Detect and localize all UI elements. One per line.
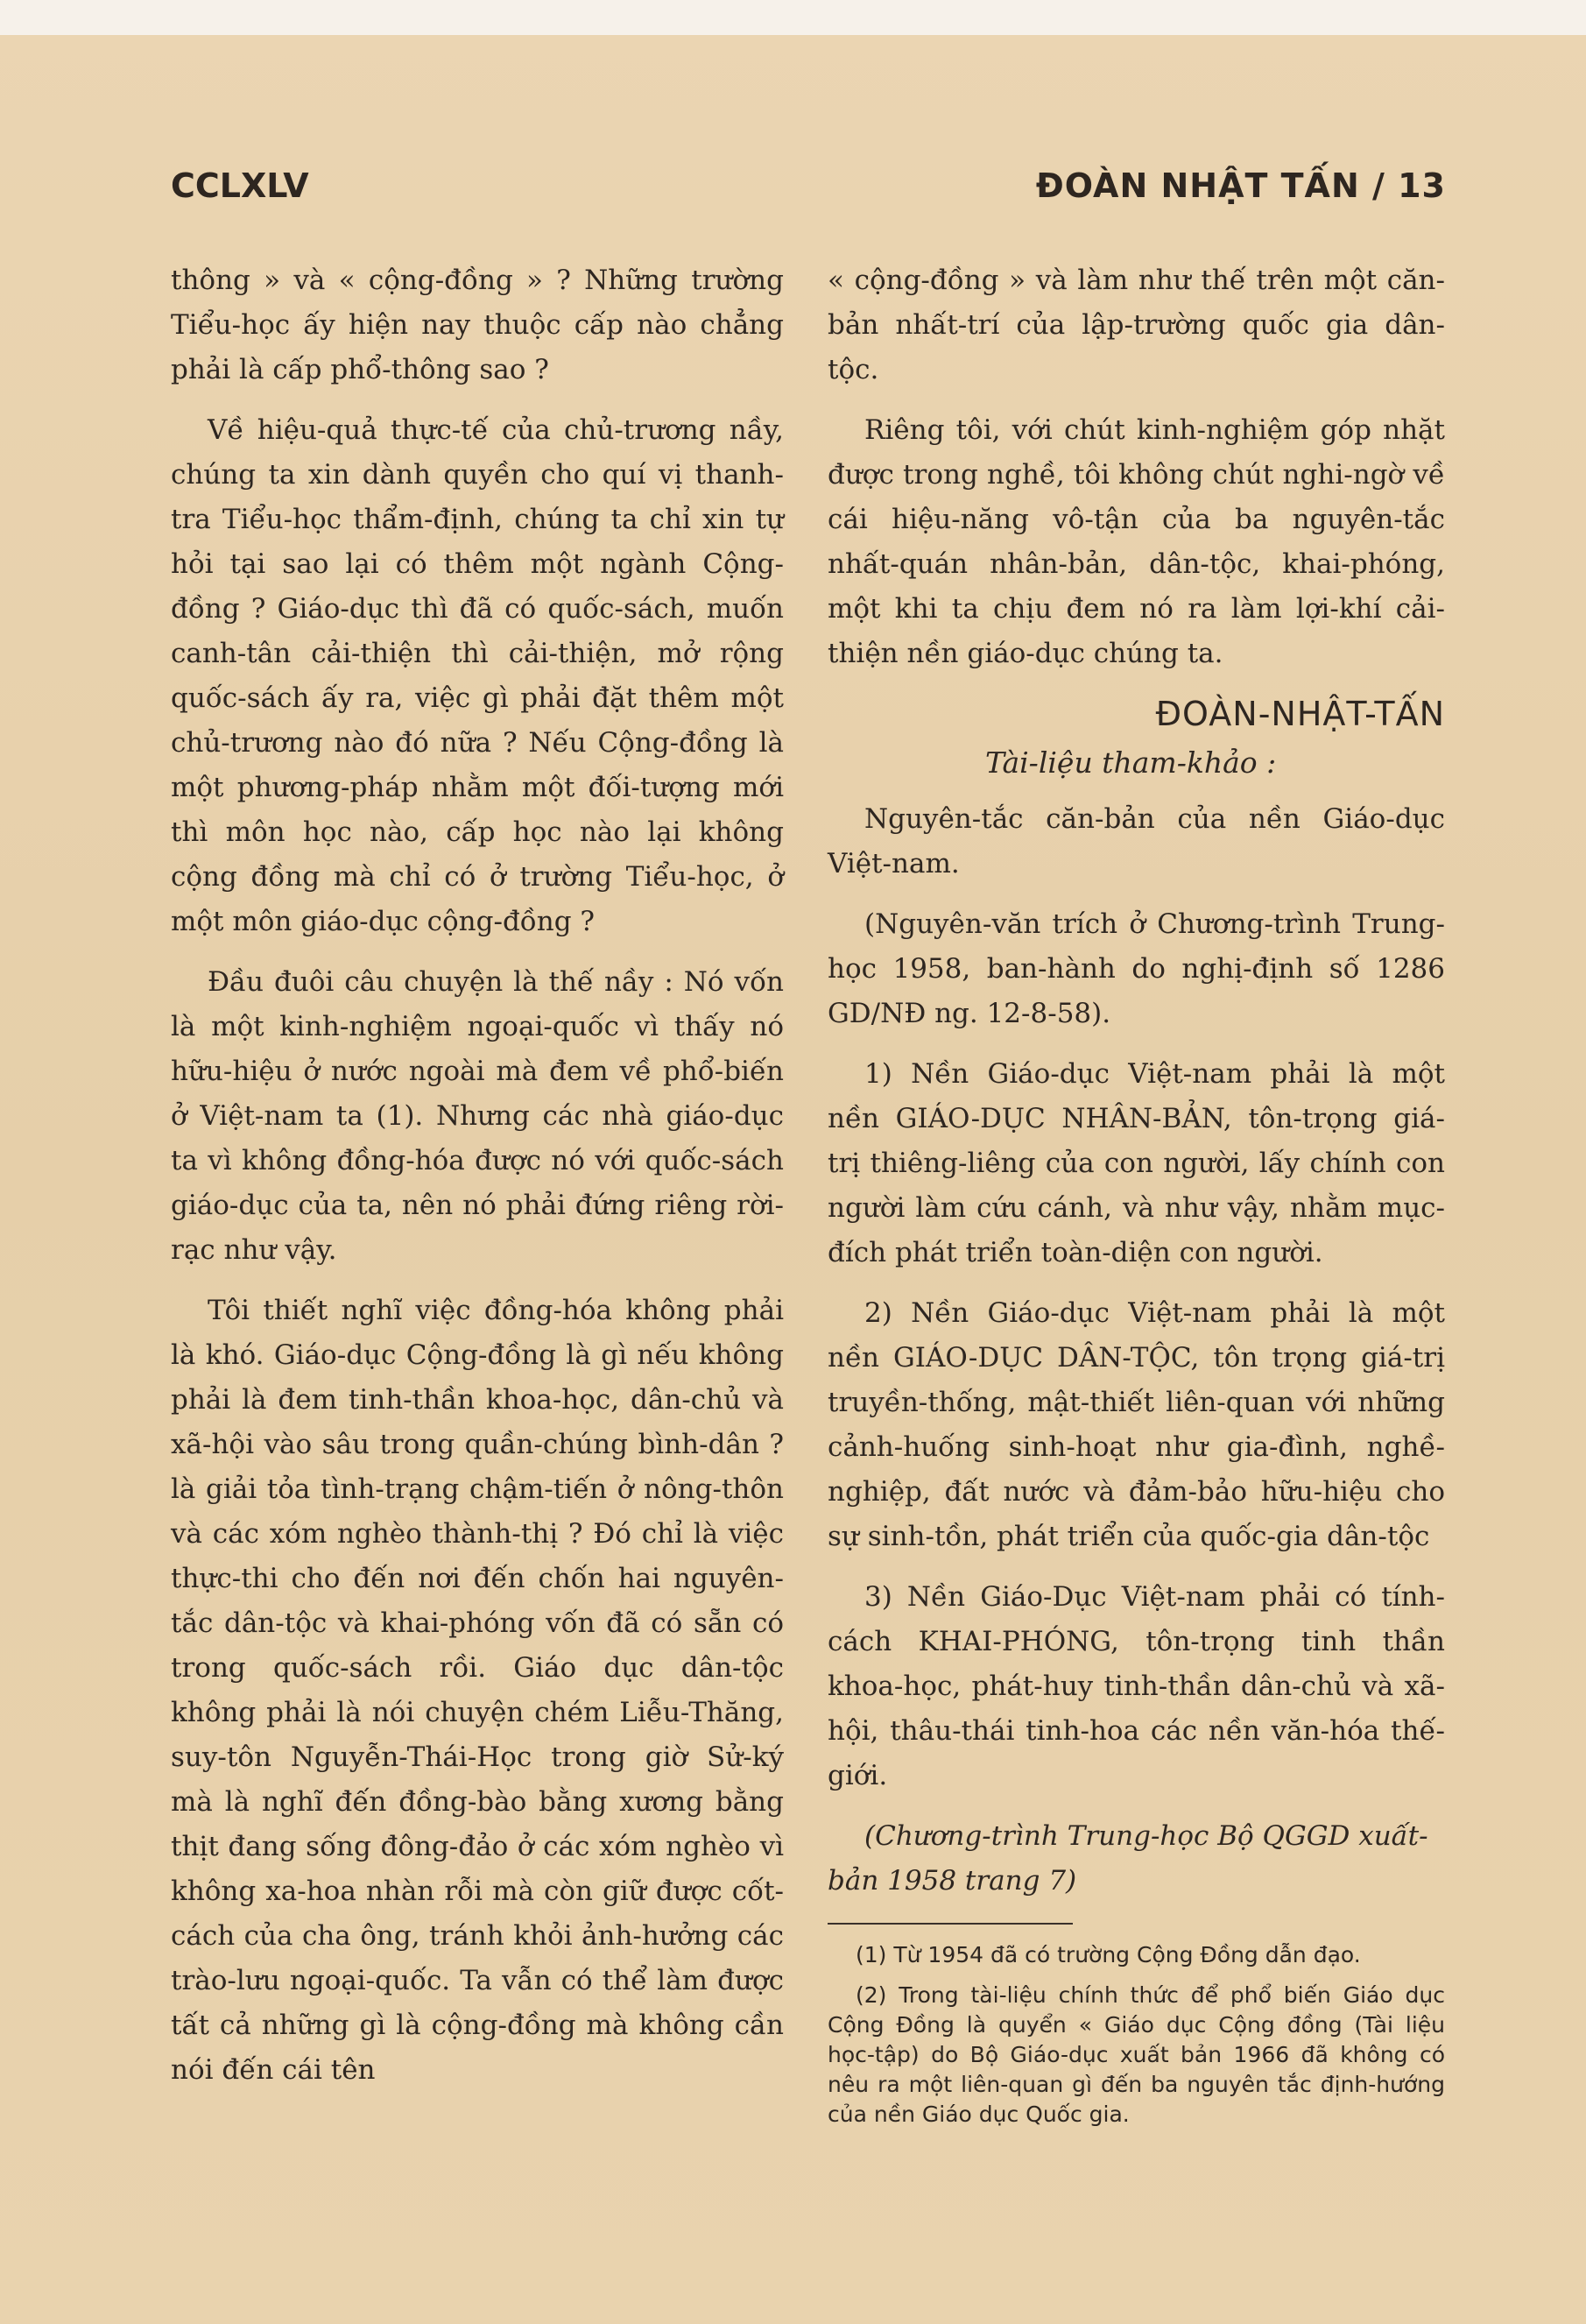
reference-paragraph: 3) Nền Giáo-Dục Việt-nam phải có tính-cách KHAI-PHÓNG, tôn-trọng tinh thần khoa-học, phát-huy tinh-thần dân-chủ và xã-hội, thâu-thái tinh-hoa các nền văn-hóa thế-giới. — [828, 1581, 1445, 1791]
page-header — [171, 166, 1446, 219]
header-volume-number: CCLXLV — [171, 166, 309, 205]
references-title: Tài-liệu tham-khảo : — [985, 745, 1277, 780]
body-paragraph: Tôi thiết nghĩ việc đồng-hóa không phải là khó. Giáo-dục Cộng-đồng là gì nếu không phải là đem tinh-thần khoa-học, dân-chủ và xã-hội vào sâu trong quần-chúng bình-dân ? là giải tỏa tình-trạng chậm-tiến ở nông-thôn và các xóm nghèo thành-thị ? Đó chỉ là việc thực-thi cho đến nơi đến chốn hai nguyên-tắc dân-tộc và khai-phóng vốn đã có sẵn có trong quốc-sách rồi. Giáo dục dân-tộc không phải là nói chuyện chém Liễu-Thăng, suy-tôn Nguyễn-Thái-Học trong giờ Sử-ký mà là nghĩ đến đồng-bào bằng xương bằng thịt đang sống đông-đảo ở các xóm nghèo vì không xa-hoa nhàn rỗi mà còn giữ được cốt-cách của cha ông, tránh khỏi ảnh-hưởng các trào-lưu ngoại-quốc. Ta vẫn có thể làm được tất cả những gì là cộng-đồng mà không cần nói đến cái tên — [171, 1295, 784, 2086]
left-column — [171, 258, 784, 2109]
reference-paragraph: 2) Nền Giáo-dục Việt-nam phải là một nền GIÁO-DỤC DÂN-TỘC, tôn trọng giá-trị truyền-thống, mật-thiết liên-quan với những cảnh-huống sinh-hoạt như gia-đình, nghề-nghiệp, đất nước và đảm-bảo hữu-hiệu cho sự sinh-tồn, phát triển của quốc-gia dân-tộc — [828, 1297, 1445, 1552]
page-top-margin — [0, 0, 1586, 35]
reference-paragraph: Nguyên-tắc căn-bản của nền Giáo-dục Việt-nam. — [828, 803, 1445, 879]
reference-paragraph: 1) Nền Giáo-dục Việt-nam phải là một nền GIÁO-DỤC NHÂN-BẢN, tôn-trọng giá-trị thiêng-liêng của con người, lấy chính con người làm cứu cánh, và như vậy, nhằm mục-đích phát triển toàn-diện con người. — [828, 1058, 1445, 1268]
author-signature: ĐOÀN-NHẬT-TẤN — [1155, 695, 1445, 733]
right-column — [828, 258, 1445, 2140]
body-paragraph: « cộng-đồng » và làm như thế trên một căn-bản nhất-trí của lập-trường quốc gia dân-tộc. — [828, 265, 1445, 385]
header-author-page: ĐOÀN NHẬT TẤN / 13 — [1035, 166, 1446, 205]
footnote: (2) Trong tài-liệu chính thức để phổ biến Giáo dục Cộng Đồng là quyển « Giáo dục Cộng đồng (Tài liệu học-tập) do Bộ Giáo-dục xuất bản 1966 đã không có nêu ra một liên-quan gì đến ba nguyên tắc định-hướng của nền Giáo dục Quốc gia. — [828, 1982, 1445, 2127]
footnote-divider — [828, 1923, 1073, 1925]
body-paragraph: thông » và « cộng-đồng » ? Những trường Tiểu-học ấy hiện nay thuộc cấp nào chẳng phải là cấp phổ-thông sao ? — [171, 265, 784, 385]
body-paragraph: Đầu đuôi câu chuyện là thế nầy : Nó vốn là một kinh-nghiệm ngoại-quốc vì thấy nó hữu-hiệu ở nước ngoài mà đem về phổ-biến ở Việt-nam ta (1). Nhưng các nhà giáo-dục ta vì không đồng-hóa được nó với quốc-sách giáo-dục của ta, nên nó phải đứng riêng rời-rạc như vậy. — [171, 966, 784, 1266]
body-paragraph: Riêng tôi, với chút kinh-nghiệm góp nhặt được trong nghề, tôi không chút nghi-ngờ về cái hiệu-năng vô-tận của ba nguyên-tắc nhất-quán nhân-bản, dân-tộc, khai-phóng, một khi ta chịu đem nó ra làm lợi-khí cải-thiện nền giáo-dục chúng ta. — [828, 414, 1445, 669]
body-paragraph: Về hiệu-quả thực-tế của chủ-trương nầy, chúng ta xin dành quyền cho quí vị thanh-tra Tiểu-học thẩm-định, chúng ta chỉ xin tự hỏi tại sao lại có thêm một ngành Cộng-đồng ? Giáo-dục thì đã có quốc-sách, muốn canh-tân cải-thiện thì cải-thiện, mở rộng quốc-sách ấy ra, việc gì phải đặt thêm một chủ-trương nào đó nữa ? Nếu Cộng-đồng là một phương-pháp nhằm một đối-tượng mới thì môn học nào, cấp học nào lại không cộng đồng mà chỉ có ở trường Tiểu-học, ở một môn giáo-dục cộng-đồng ? — [171, 414, 784, 937]
footnote: (1) Từ 1954 đã có trường Cộng Đồng dẫn đạo. — [856, 1942, 1361, 1967]
reference-paragraph: (Nguyên-văn trích ở Chương-trình Trung-học 1958, ban-hành do nghị-định số 1286 GD/NĐ ng. 12-8-58). — [828, 908, 1445, 1029]
reference-source: (Chương-trình Trung-học Bộ QGGD xuất-bản 1958 trang 7) — [828, 1820, 1428, 1897]
